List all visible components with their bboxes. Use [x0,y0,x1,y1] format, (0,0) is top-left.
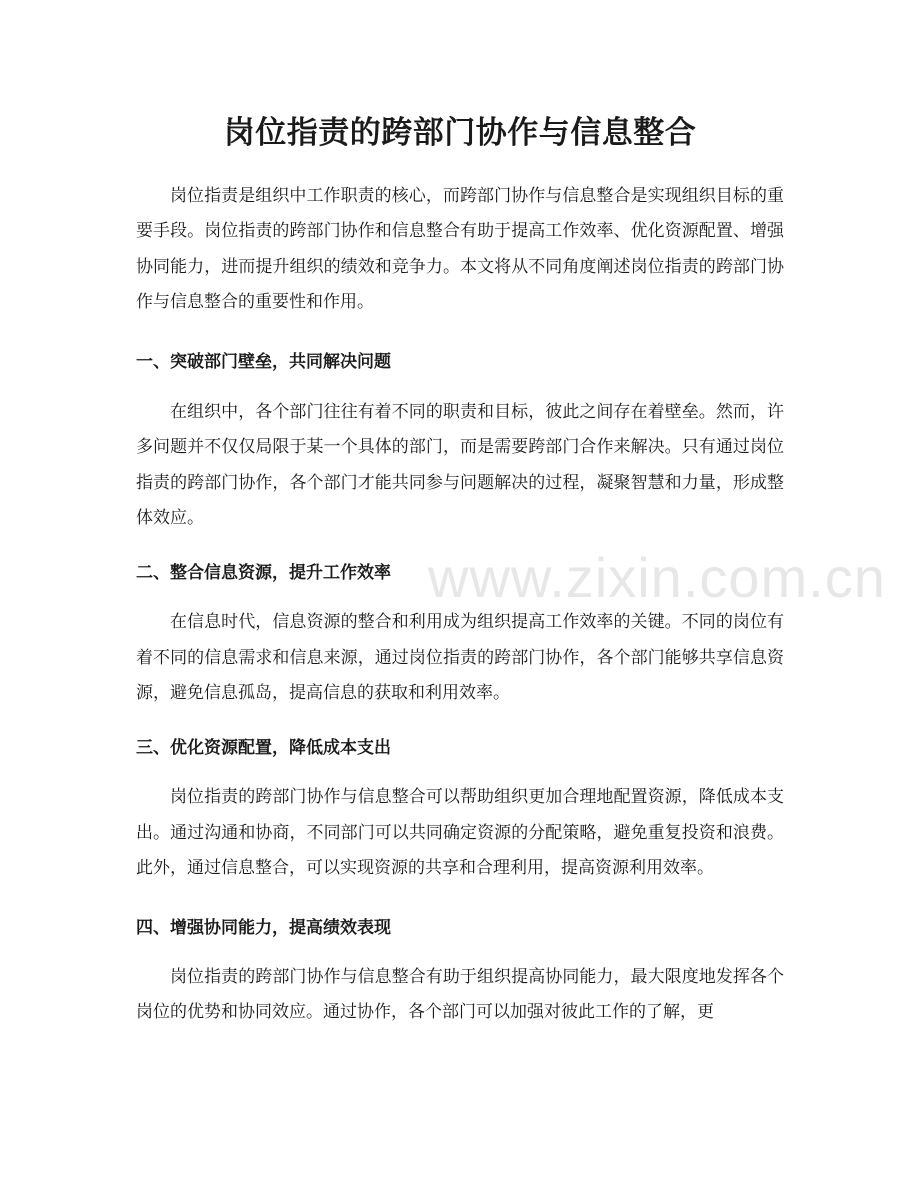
section-heading-1: 一、突破部门壁垒，共同解决问题 [136,352,391,373]
watermark: www.zixin.com.cn [428,546,886,609]
section-body-4: 岗位指责的跨部门协作与信息整合有助于组织提高协同能力，最大限度地发挥各个岗位的优势和协同效应。通过协作，各个部门可以加强对彼此工作的了解，更 [136,967,784,1023]
section-heading-3: 三、优化资源配置，降低成本支出 [136,738,391,759]
section-body-1: 在组织中，各个部门往往有着不同的职责和目标，彼此之间存在着壁垒。然而，许多问题并不仅仅局限于某一个具体的部门，而是需要跨部门合作来解决。只有通过岗位指责的跨部门协作，各个部门才能共同参与问题解决的过程，凝聚智慧和力量，形成整体效应。 [136,402,784,529]
section-body-2: 在信息时代，信息资源的整合和利用成为组织提高工作效率的关键。不同的岗位有着不同的信息需求和信息来源，通过岗位指责的跨部门协作，各个部门能够共享信息资源，避免信息孤岛，提高信息的获取和利用效率。 [136,612,784,703]
intro-paragraph: 岗位指责是组织中工作职责的核心，而跨部门协作与信息整合是实现组织目标的重要手段。岗位指责的跨部门协作和信息整合有助于提高工作效率、优化资源配置、增强协同能力，进而提升组织的绩效和竞争力。本文将从不同角度阐述岗位指责的跨部门协作与信息整合的重要性和作用。 [136,186,784,312]
section-heading-2: 二、整合信息资源，提升工作效率 [136,563,391,584]
section-body-3: 岗位指责的跨部门协作与信息整合可以帮助组织更加合理地配置资源，降低成本支出。通过沟通和协商，不同部门可以共同确定资源的分配策略，避免重复投资和浪费。此外，通过信息整合，可以实现资源的共享和合理利用，提高资源利用效率。 [136,787,784,878]
document-title: 岗位指责的跨部门协作与信息整合 [223,115,697,151]
section-heading-4: 四、增强协同能力，提高绩效表现 [136,918,391,939]
